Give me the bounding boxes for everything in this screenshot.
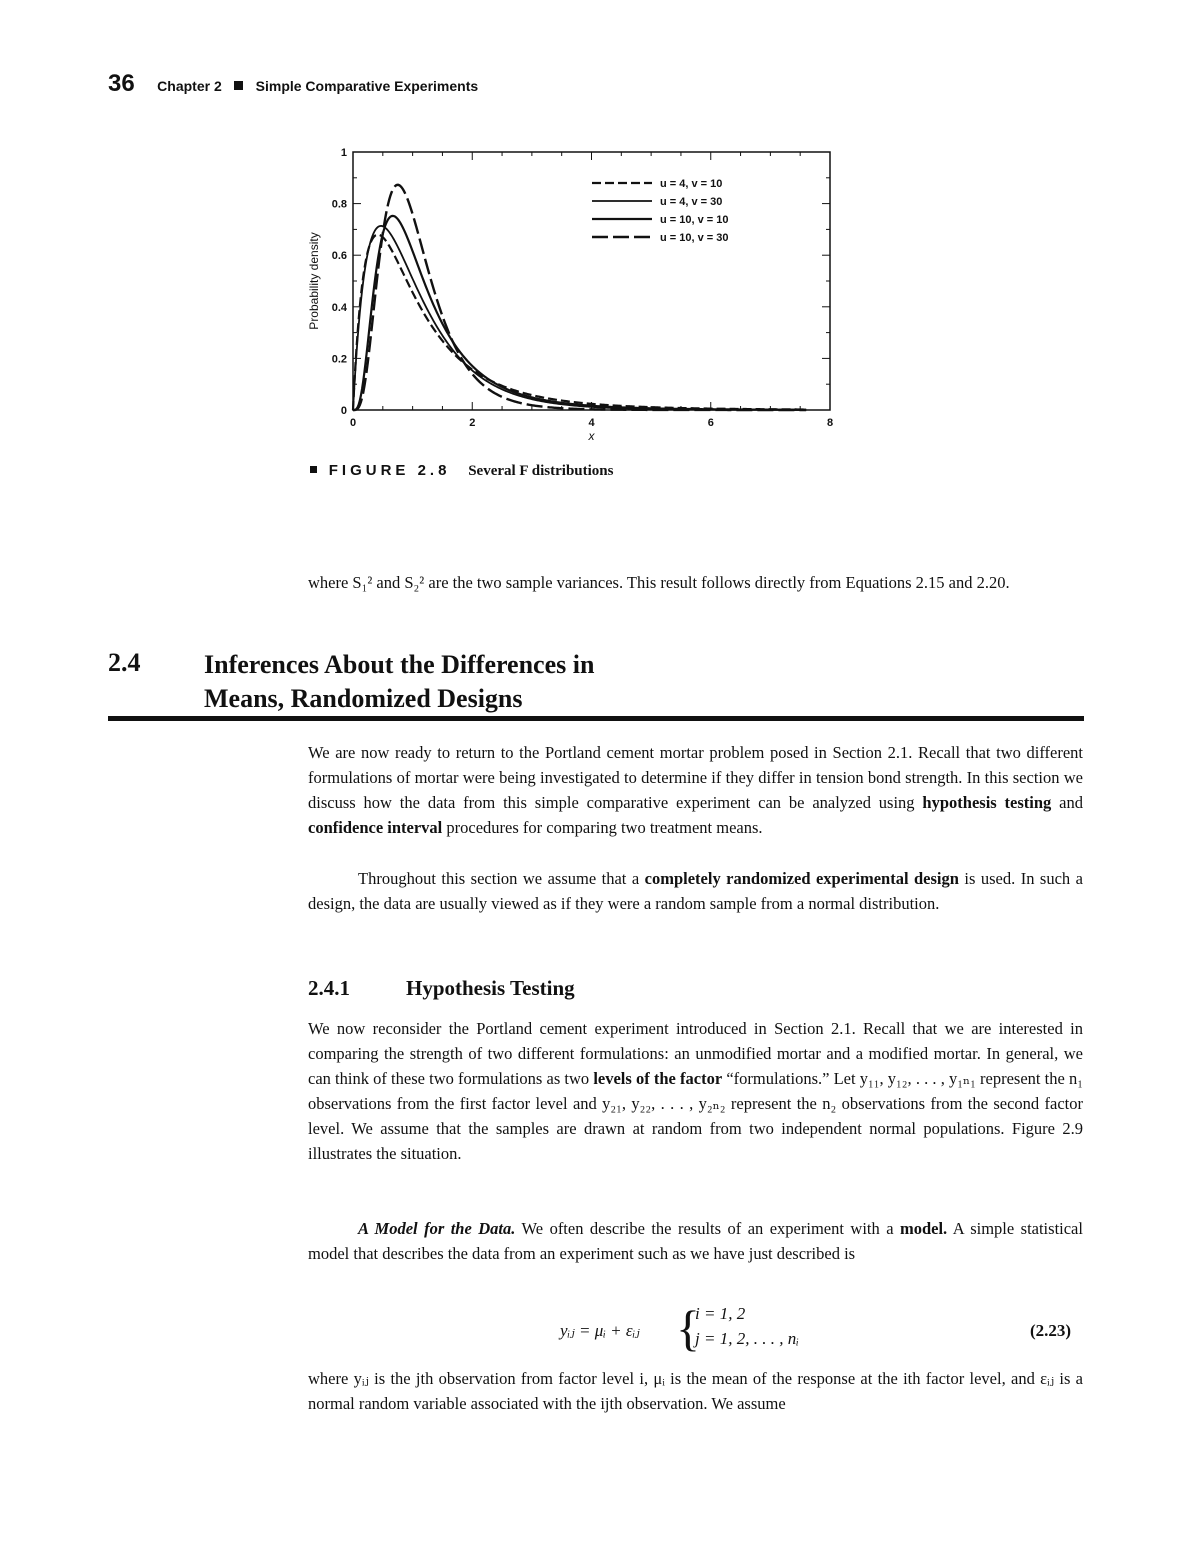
f-distribution-chart — [300, 140, 860, 450]
paragraph-randomized-design — [308, 866, 1083, 916]
text-run: “formulations.” Let y₁₁, y₁₂, . . . , y₁ₙ₁ represent the n₁ observations from the first factor level and y₂₁, y₂₂, . . . , y₂ₙ₂ represent the n₂ observations from the second factor level. We assume that the samples are drawn at random from two independent normal populations. Figure 2.9 illustrates the situation. — [308, 1069, 1083, 1163]
x-tick-label: 6 — [707, 417, 714, 429]
text-run: We are now ready to return to the Portland cement mortar problem posed in Section 2.1. Recall that two different formulations of mortar were being investigated to determine if they differ in tension bond strength. In this section we discuss how the data from this simple comparative experiment can be analyzed using — [308, 743, 1083, 812]
equation-2-23 — [560, 1300, 860, 1363]
subsection-number: 2.4.1 — [308, 976, 350, 1000]
legend-label: u = 10, v = 30 — [660, 232, 729, 244]
x-tick-label: 2 — [469, 417, 476, 429]
run-in-heading: A Model for the Data. — [358, 1219, 516, 1238]
text-run: procedures for comparing two treatment means. — [442, 818, 763, 837]
y-axis-label: Probability density — [307, 232, 321, 330]
text-run: is used. In such a design, the data are usually viewed as if they were a random sample from a normal distribution. — [308, 869, 1083, 913]
y-tick-label: 0.8 — [331, 198, 347, 211]
equation-lhs: yᵢⱼ = μᵢ + εᵢⱼ — [560, 1321, 640, 1340]
y-tick-label: 0.4 — [331, 301, 347, 314]
term-confidence-interval: confidence interval — [308, 818, 443, 837]
term-model: model. — [899, 1219, 948, 1238]
y-tick-label: 1 — [340, 147, 347, 159]
x-tick-label: 4 — [588, 417, 595, 429]
paragraph-variances: where S₁² and S₂² are the two sample variances. This result follows directly from Equations 2.15 and 2.20. — [308, 573, 1010, 592]
equation-number: (2.23) — [1030, 1321, 1072, 1340]
text-run: and — [1051, 793, 1083, 812]
section-title-line-1: Inferences About the Differences in — [204, 650, 595, 679]
figure-label: FIGURE 2.8 — [328, 462, 451, 479]
page-number: 36 — [108, 70, 135, 97]
section-title-line-2: Means, Randomized Designs — [204, 684, 523, 713]
y-tick-label: 0.2 — [331, 353, 347, 366]
subsection-title: Hypothesis Testing — [406, 976, 575, 1000]
series-line-2 — [353, 226, 806, 410]
section-title — [204, 648, 804, 716]
paragraph-intro — [308, 740, 1083, 840]
paragraph-hypothesis-testing — [308, 1016, 1083, 1166]
equation-condition-j: j = 1, 2, . . . , nᵢ — [695, 1329, 799, 1348]
y-tick-label: 0 — [340, 405, 347, 417]
figure-caption — [310, 462, 613, 480]
term-levels-of-factor: levels of the factor — [593, 1069, 723, 1088]
text-run: We now reconsider the Portland cement experiment introduced in Section 2.1. Recall that we are interested in comparing the strength of two different formulations: an unmodified mortar and a modified mortar. In general, we can think of these two formulations as two — [308, 1019, 1083, 1088]
running-head — [108, 70, 478, 98]
square-bullet-icon — [234, 81, 243, 90]
legend-label: u = 10, v = 10 — [660, 214, 729, 226]
section-number: 2.4 — [108, 648, 141, 677]
x-axis-label: x — [588, 429, 595, 443]
term-hypothesis-testing: hypothesis testing — [922, 793, 1052, 812]
chapter-label: Chapter 2 — [157, 78, 222, 94]
x-tick-label: 8 — [826, 417, 834, 429]
text-run: We often describe the results of an experiment with a — [515, 1219, 900, 1238]
equation-brace: { — [676, 1300, 700, 1356]
paragraph-model-definition: where yᵢⱼ is the jth observation from factor level i, μᵢ is the mean of the response at the ith factor level, and εᵢⱼ is a normal random variable associated with the ijth observation. We assume — [308, 1369, 1083, 1413]
square-bullet-icon — [310, 466, 317, 473]
series-line-1 — [353, 235, 806, 410]
figure-caption-text: Several F distributions — [468, 463, 614, 479]
legend-label: u = 4, v = 30 — [660, 196, 723, 208]
term-completely-randomized-design: completely randomized experimental design — [644, 869, 959, 888]
chapter-title: Simple Comparative Experiments — [255, 78, 479, 94]
text-run: A simple statistical model that describes the data from an experiment such as we have just described is — [308, 1219, 1083, 1263]
equation-condition-i: i = 1, 2 — [695, 1304, 746, 1323]
text-run: Throughout this section we assume that a — [358, 869, 645, 888]
x-tick-label: 0 — [349, 417, 357, 429]
section-rule — [108, 716, 1084, 721]
y-tick-label: 0.6 — [331, 250, 347, 263]
legend-label: u = 4, v = 10 — [660, 178, 723, 190]
paragraph-model — [308, 1216, 1083, 1266]
